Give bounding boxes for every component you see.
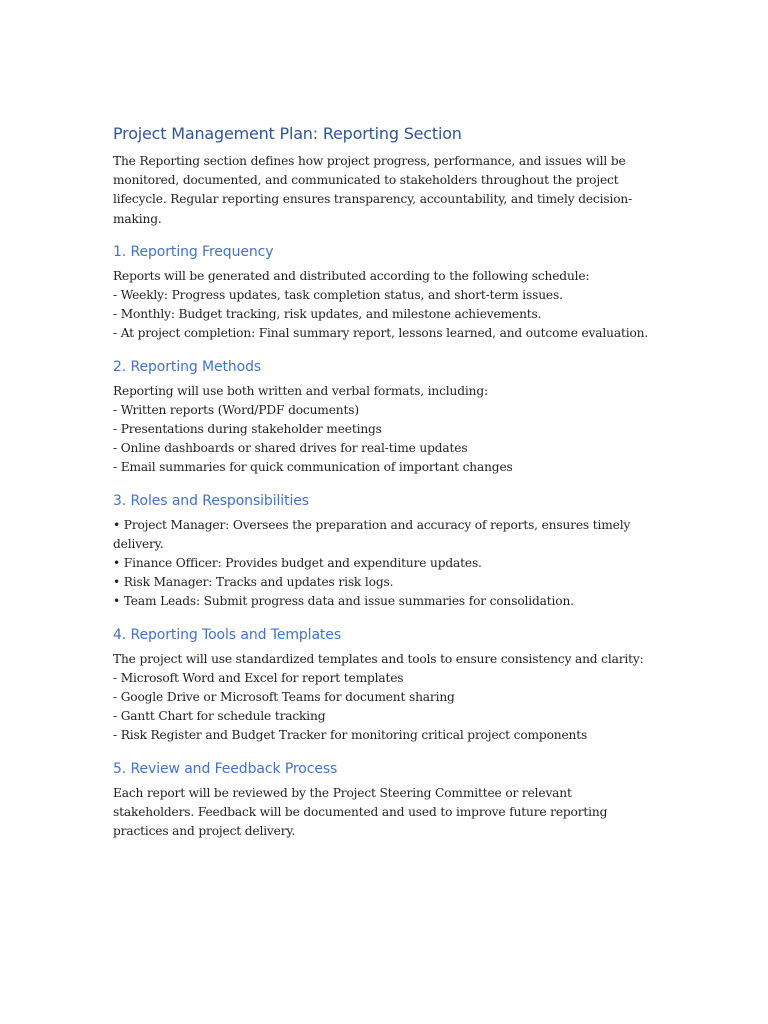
intro-paragraph: The Reporting section defines how project progress, performance, and issues will be monitored, documented, and communicated to stakeholders throughout the project lifecycle. Regular reporting ensures transparency, accountability, and timely decision-making.	[113, 154, 633, 226]
section-review-feedback	[113, 758, 653, 842]
list-item: - Online dashboards or shared drives for real-time updates	[113, 441, 468, 456]
section-heading: 2. Reporting Methods	[113, 358, 262, 375]
section-heading: 3. Roles and Responsibilities	[113, 492, 309, 509]
section-paragraph: Each report will be reviewed by the Project Steering Committee or relevant stakeholders. Feedback will be documented and used to improve future reporting practices and project delivery.	[113, 785, 608, 839]
list-item: - Google Drive or Microsoft Teams for document sharing	[113, 690, 455, 705]
section-line: Reports will be generated and distributed according to the following schedule:	[113, 268, 590, 283]
list-item: - Email summaries for quick communication of important changes	[113, 460, 513, 475]
list-item: • Team Leads: Submit progress data and issue summaries for consolidation.	[113, 594, 574, 609]
list-item: - Microsoft Word and Excel for report templates	[113, 670, 404, 685]
list-item: - Weekly: Progress updates, task completion status, and short-term issues.	[113, 288, 563, 303]
document-page	[113, 122, 653, 841]
list-item: - At project completion: Final summary report, lessons learned, and outcome evaluation.	[113, 326, 649, 341]
section-reporting-frequency	[113, 241, 653, 344]
list-item: - Gantt Chart for schedule tracking	[113, 709, 326, 724]
section-line: Reporting will use both written and verbal formats, including:	[113, 383, 488, 398]
section-reporting-methods	[113, 356, 653, 478]
list-item: - Written reports (Word/PDF documents)	[113, 402, 359, 417]
section-roles-responsibilities	[113, 490, 653, 612]
section-reporting-tools	[113, 624, 653, 746]
section-heading: 4. Reporting Tools and Templates	[113, 626, 342, 643]
list-item: • Project Manager: Oversees the preparation and accuracy of reports, ensures timely delivery.	[113, 517, 631, 551]
section-heading: 5. Review and Feedback Process	[113, 760, 338, 777]
document-title: Project Management Plan: Reporting Section	[113, 124, 462, 143]
section-line: The project will use standardized templates and tools to ensure consistency and clarity:	[113, 651, 644, 666]
list-item: - Risk Register and Budget Tracker for monitoring critical project components	[113, 728, 588, 743]
list-item: • Risk Manager: Tracks and updates risk logs.	[113, 575, 394, 590]
list-item: - Monthly: Budget tracking, risk updates, and milestone achievements.	[113, 307, 542, 322]
section-heading: 1. Reporting Frequency	[113, 243, 274, 260]
list-item: • Finance Officer: Provides budget and expenditure updates.	[113, 556, 482, 571]
list-item: - Presentations during stakeholder meetings	[113, 422, 382, 437]
